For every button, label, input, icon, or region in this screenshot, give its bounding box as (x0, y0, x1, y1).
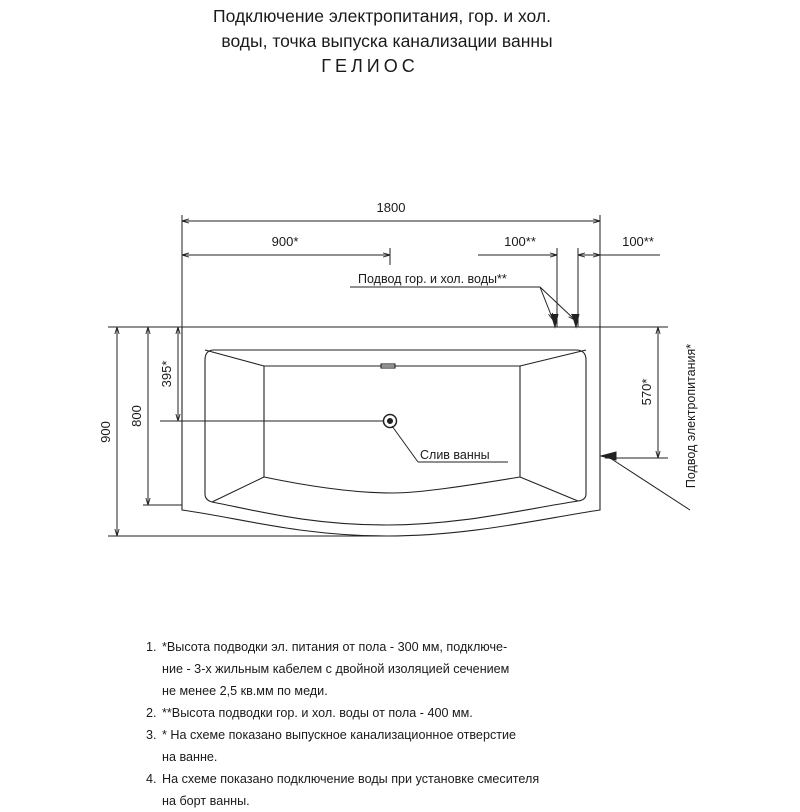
note-line: **Высота подводки гор. и хол. воды от пола - 400 мм. (162, 706, 473, 720)
bathtub-inner-bowl (205, 350, 586, 525)
bowl-corner-line (520, 477, 578, 501)
note-line: * На схеме показано выпускное канализационное отверстие (162, 728, 517, 742)
dim-100-water-label: 100** (504, 234, 536, 249)
note-item (146, 768, 786, 812)
power-supply-leader (610, 458, 690, 510)
note-line: не менее 2,5 кв.мм по меди. (162, 684, 328, 698)
drain-center (388, 419, 393, 424)
dim-395-label: 395* (159, 360, 174, 388)
note-number: 2. (146, 706, 157, 720)
notes-list (146, 636, 786, 812)
drain-leader (392, 426, 418, 462)
note-line: На схеме показано подключение воды при установке смесителя (162, 772, 540, 786)
dim-570-label: 570* (639, 378, 654, 406)
note-line: *Высота подводки эл. питания от пола - 300 мм, подключе- (162, 640, 508, 654)
bowl-corner-line (205, 350, 264, 366)
power-supply-label: Подвод электропитания* (684, 343, 698, 489)
power-supply-marker (601, 452, 616, 460)
water-supply-label: Подвод гор. и хол. воды** (358, 272, 507, 286)
note-number: 3. (146, 728, 157, 742)
note-line: на ванне. (162, 750, 218, 764)
bathtub-bowl-bottom (264, 366, 520, 493)
dim-800-label: 800 (129, 405, 144, 427)
bowl-corner-line (212, 477, 264, 502)
note-item (146, 702, 786, 724)
bowl-corner-line (520, 350, 586, 366)
note-line: на борт ванны. (162, 794, 250, 808)
bathtub-outer-rim (182, 327, 600, 536)
drain-label: Слив ванны (420, 448, 490, 462)
dim-1800-label: 1800 (376, 200, 406, 215)
title-line-1: Подключение электропитания, гор. и хол. (213, 6, 551, 26)
note-item (146, 636, 786, 702)
note-line: ние - 3-х жильным кабелем с двойной изоляцией сечением (162, 662, 510, 676)
title-product-name: ГЕЛИОС (321, 56, 419, 76)
note-item (146, 724, 786, 768)
dim-900-drain-label: 900* (271, 234, 299, 249)
dim-900-width-label: 900 (98, 421, 113, 443)
note-number: 1. (146, 640, 157, 654)
title-line-2: воды, точка выпуска канализации ванны (221, 31, 553, 51)
dim-100-right-label: 100** (622, 234, 654, 249)
note-number: 4. (146, 772, 157, 786)
